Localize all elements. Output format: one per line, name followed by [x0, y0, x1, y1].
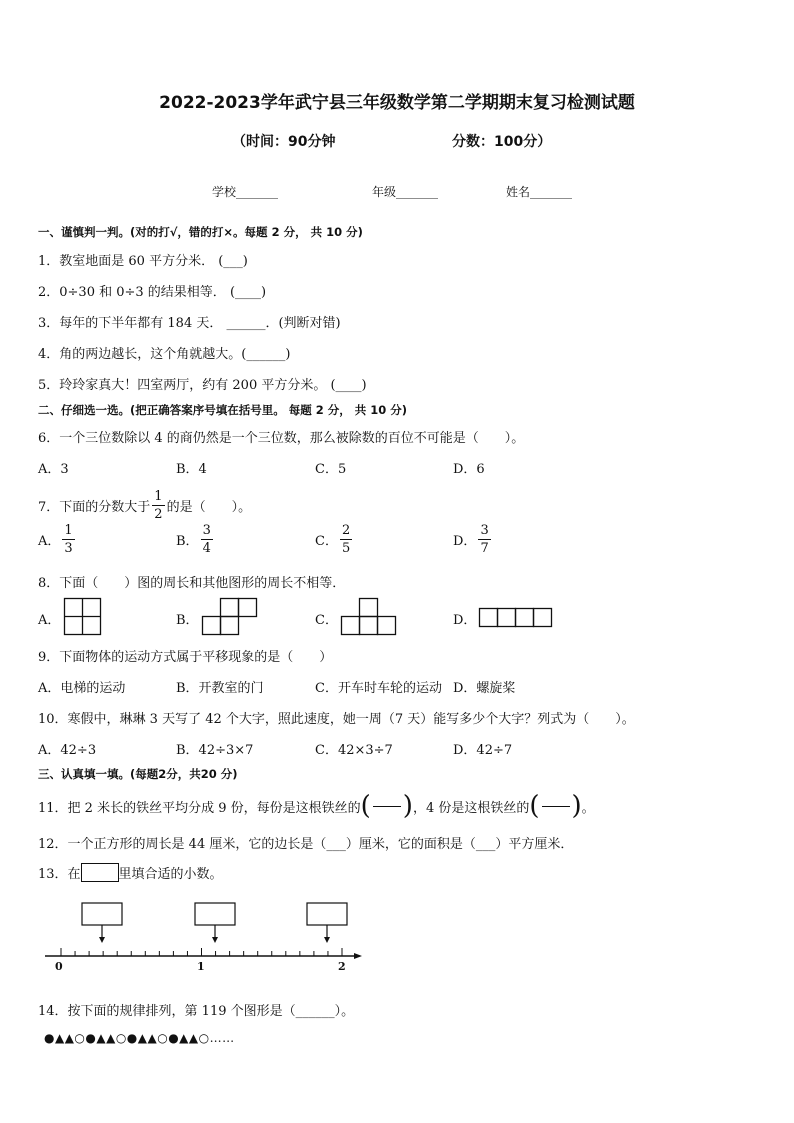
q7-option-d-label: D．: [453, 534, 477, 549]
q7-option-b-numerator: 3: [202, 523, 211, 538]
page-title: 2022-2023学年武宁县三年级数学第二学期期末复习检测试题: [159, 93, 635, 113]
q10-option-a: A．42÷3: [38, 743, 97, 758]
question-13: [38, 863, 223, 882]
q7-option-a-denominator: 3: [64, 541, 73, 556]
q6-option-d: D．6: [453, 462, 485, 477]
q7-option-b: [176, 524, 215, 555]
question-11: [38, 788, 595, 824]
q7-option-a-label: A．: [38, 534, 61, 549]
name-field: 姓名_______: [506, 185, 573, 199]
exam-time: （时间：90分钟: [232, 134, 336, 150]
question-12: 12．一个正方形的周长是 44 厘米，它的边长是（___）厘米，它的面积是（___）平方厘米．: [38, 837, 574, 852]
q7-fraction-denominator: 2: [154, 507, 163, 522]
grade-field: 年级_______: [372, 185, 439, 199]
q8-option-a-label: A．: [38, 613, 61, 628]
q6-option-a: A．3: [38, 462, 69, 477]
q7-option-c-denominator: 5: [341, 541, 351, 556]
q10-option-d: D．42÷7: [453, 743, 513, 758]
q11-answer-blank-2: ( ): [529, 791, 582, 821]
q13-tick-label-1: 1: [197, 960, 205, 973]
q9-option-c: C．开车时车轮的运动: [315, 681, 442, 696]
q11-text-a: 11．把 2 米长的铁丝平均分成 9 份，每份是这根铁丝的: [38, 800, 361, 816]
q7-fraction-numerator: 1: [154, 489, 163, 504]
q7-option-c-numerator: 2: [341, 523, 351, 538]
question-14: 14．按下面的规律排列，第 119 个图形是（______）。: [38, 1004, 355, 1019]
question-4: 4．角的两边越长，这个角就越大。(______): [38, 347, 291, 362]
q9-option-d: D．螺旋桨: [453, 681, 516, 696]
q7-option-c-label: C．: [315, 534, 338, 549]
section-2-heading: 二、仔细选一选。(把正确答案序号填在括号里。 每题 2 分， 共 10 分): [38, 403, 408, 417]
q11-text-c: 。: [581, 800, 595, 816]
q13-tick-label-0: 0: [55, 960, 63, 973]
q8-option-d-label: D．: [453, 613, 477, 628]
q10-option-b: B．42÷3×7: [176, 743, 254, 758]
q7-option-d: [453, 524, 493, 555]
q7-text-pre: 7．下面的分数大于: [38, 500, 151, 515]
q11-text-b: ，4 份是这根铁丝的: [412, 800, 530, 816]
q13-number-line: [40, 898, 370, 976]
q9-option-b: B．开教室的门: [176, 681, 264, 696]
q7-option-b-denominator: 4: [202, 541, 211, 556]
question-9: 9．下面物体的运动方式属于平移现象的是（ ）: [38, 650, 333, 665]
question-3: 3．每年的下半年都有 184 天． ______．(判断对错): [38, 316, 341, 331]
q7-option-b-label: B．: [176, 534, 199, 549]
q8-figure-d: [479, 608, 555, 630]
q7-option-a: [38, 524, 77, 555]
question-2: 2．0÷30 和 0÷3 的结果相等． (____): [38, 285, 267, 300]
q13-box-2: [195, 903, 235, 925]
section-1-heading: 一、谨慎判一判。(对的打√，错的打×。每题 2 分， 共 10 分): [38, 225, 363, 239]
q13-text-a: 13．在: [38, 867, 81, 882]
q14-pattern: ●▲▲○●▲▲○●▲▲○●▲▲○……: [44, 1031, 235, 1045]
q13-answer-box: [81, 863, 119, 882]
q13-box-3: [307, 903, 347, 925]
q9-option-a: A．电梯的运动: [38, 681, 126, 696]
q7-option-d-numerator: 3: [480, 523, 489, 538]
question-7: [38, 490, 251, 521]
q8-figure-a: [64, 598, 102, 636]
q7-text-post: 的是（ ）。: [166, 500, 252, 515]
q8-option-b-label: B．: [176, 613, 199, 628]
q6-option-c: C．5: [315, 462, 347, 477]
q7-option-a-numerator: 1: [64, 523, 73, 538]
question-8: 8．下面（ ）图的周长和其他图形的周长不相等．: [38, 576, 346, 591]
q7-option-d-denominator: 7: [480, 541, 489, 556]
q8-option-c-label: C．: [315, 613, 338, 628]
q6-option-b: B．4: [176, 462, 207, 477]
q11-answer-blank-1: ( ): [360, 791, 413, 821]
question-10: 10．寒假中，琳琳 3 天写了 42 个大字，照此速度，她一周（7 天）能写多少个大字？列式为（ ）。: [38, 712, 635, 727]
school-field: 学校_______: [212, 185, 279, 199]
q8-figure-b: [202, 598, 260, 636]
exam-score: 分数：100分）: [452, 134, 552, 150]
question-6: 6．一个三位数除以 4 的商仍然是一个三位数，那么被除数的百位不可能是（ ）。: [38, 431, 525, 446]
q7-fraction: [152, 490, 164, 521]
q7-option-c: [315, 524, 354, 555]
section-3-heading: 三、认真填一填。(每题2分，共20 分): [38, 767, 238, 781]
question-1: 1．教室地面是 60 平方分米． (___): [38, 254, 248, 269]
q13-tick-label-2: 2: [338, 960, 346, 973]
q10-option-c: C．42×3÷7: [315, 743, 393, 758]
q13-text-b: 里填合适的小数。: [118, 867, 223, 882]
q8-figure-c: [341, 598, 399, 636]
q13-box-1: [82, 903, 122, 925]
question-5: 5．玲玲家真大！四室两厅，约有 200 平方分米。 (____): [38, 378, 367, 393]
